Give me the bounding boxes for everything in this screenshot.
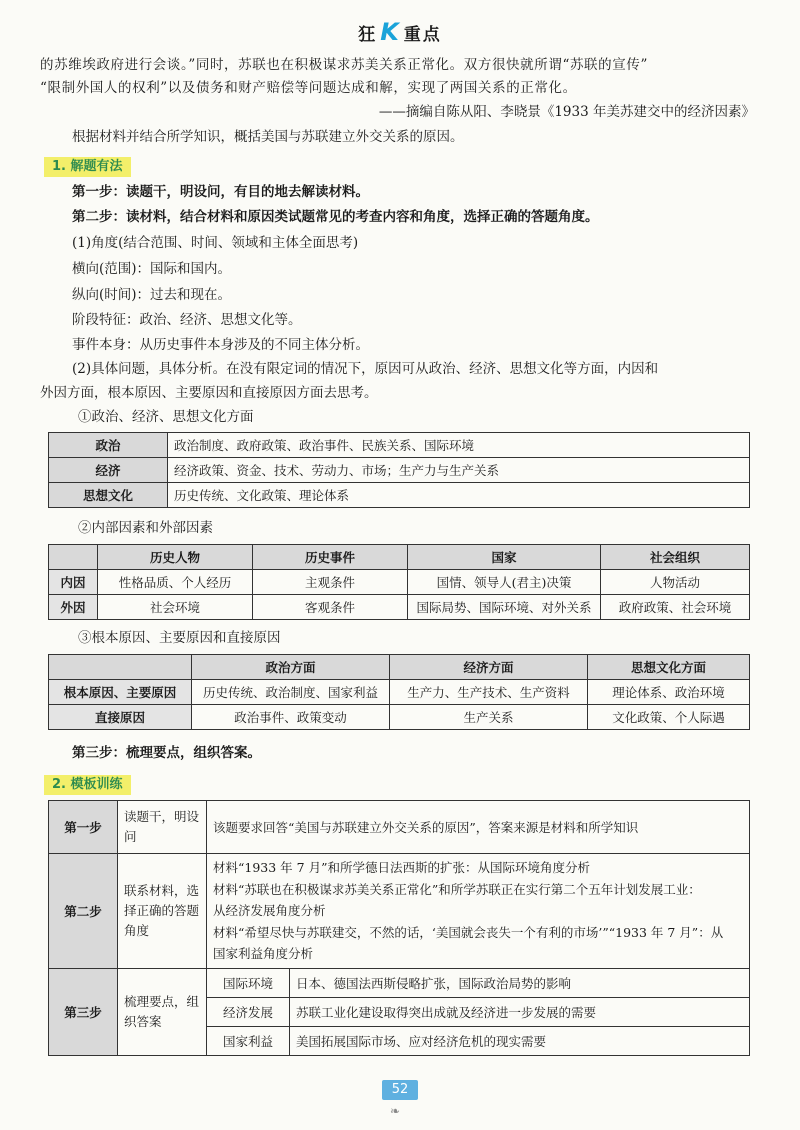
table-cell: 生产关系 [390, 705, 588, 730]
table-header [49, 545, 98, 570]
page-header [0, 18, 800, 46]
table-cell: 理论体系、政治环境 [588, 680, 750, 705]
table-row [49, 854, 750, 969]
table-cell: 该题要求回答“美国与苏联建立外交关系的原因”，答案来源是材料和所学知识 [207, 801, 750, 854]
page-number: 52 [382, 1080, 418, 1100]
table-cell: 政治制度、政府政策、政治事件、民族关系、国际环境 [168, 433, 750, 458]
table-cell: 苏联工业化建设取得突出成就及经济进一步发展的需要 [290, 997, 750, 1026]
intro-line-2: “限制外国人的权利”以及债务和财产赔偿等问题达成和解，实现了两国关系的正常化。 [40, 80, 577, 96]
table-header-row [49, 655, 750, 680]
table-cell [207, 854, 750, 969]
table-cell: 国际环境 [207, 968, 290, 997]
angle-event: 事件本身：从历史事件本身涉及的不同主体分析。 [72, 337, 369, 353]
angle-horizontal: 横向(范围)：国际和国内。 [72, 261, 232, 277]
table-cell: 直接原因 [49, 705, 192, 730]
table-cell: 国情、领导人(君主)决策 [408, 570, 601, 595]
table-header: 社会组织 [601, 545, 750, 570]
k-logo: K [380, 18, 401, 46]
table-row [49, 801, 750, 854]
table-row [49, 705, 750, 730]
section-tag-1: 1. 解题有法 [44, 157, 131, 177]
material-line: 材料“希望尽快与苏联建交，不然的话，‘美国就会丧失一个有利的市场’”“1933 年 7 月”：从 [213, 924, 724, 940]
table-cell: 国家利益 [207, 1026, 290, 1055]
fish-icon: ❧ [390, 1104, 401, 1118]
table-cell: 思想文化 [49, 483, 168, 508]
angle-intro: (1)角度(结合范围、时间、领域和主体全面思考) [72, 235, 359, 251]
header-left: 狂 [358, 25, 378, 45]
table-internal-external [48, 544, 750, 620]
table-header: 历史人物 [98, 545, 253, 570]
table-cell: 外因 [49, 595, 98, 620]
table2-caption: ②内部因素和外部因素 [78, 520, 213, 536]
table-cell: 经济政策、资金、技术、劳动力、市场；生产力与生产关系 [168, 458, 750, 483]
table-pec [48, 432, 750, 508]
table-row [49, 680, 750, 705]
table-row [49, 483, 750, 508]
table-header: 经济方面 [390, 655, 588, 680]
section-tag-2: 2. 模板训练 [44, 775, 131, 795]
table-cell: 梳理要点，组织答案 [118, 968, 207, 1055]
table1-caption: ①政治、经济、思想文化方面 [78, 409, 254, 425]
step-2: 第二步：读材料，结合材料和原因类试题常见的考查内容和角度，选择正确的答题角度。 [72, 209, 599, 225]
header-right: 重点 [403, 25, 442, 45]
table-root-direct [48, 654, 750, 730]
table-cell: 社会环境 [98, 595, 253, 620]
table-cell: 内因 [49, 570, 98, 595]
table-cell: 第一步 [49, 801, 118, 854]
table-cell: 性格品质、个人经历 [98, 570, 253, 595]
table-cell: 历史传统、政治制度、国家利益 [192, 680, 390, 705]
step-1: 第一步：读题干，明设问，有目的地去解读材料。 [72, 184, 369, 200]
table-cell: 生产力、生产技术、生产资料 [390, 680, 588, 705]
table-header: 政治方面 [192, 655, 390, 680]
table-row [49, 595, 750, 620]
specific-line-2: 外因方面，根本原因、主要原因和直接原因方面去思考。 [40, 385, 378, 401]
intro-source: ——摘编自陈从阳、李晓景《1933 年美苏建交中的经济因素》 [378, 104, 755, 120]
table-header: 历史事件 [253, 545, 408, 570]
material-line: 材料“1933 年 7 月”和所学德日法西斯的扩张：从国际环境角度分析 [213, 860, 590, 875]
table-header: 思想文化方面 [588, 655, 750, 680]
table-cell: 联系材料，选择正确的答题角度 [118, 854, 207, 969]
table-cell: 经济 [49, 458, 168, 483]
table-cell: 日本、德国法西斯侵略扩张，国际政治局势的影响 [290, 968, 750, 997]
table-cell: 根本原因、主要原因 [49, 680, 192, 705]
table-cell: 主观条件 [253, 570, 408, 595]
table-cell: 第三步 [49, 968, 118, 1055]
intro-line-1: 的苏维埃政府进行会谈。”同时，苏联也在积极谋求苏美关系正常化。双方很快就所谓“苏联的宣传” [40, 57, 648, 73]
table-cell: 国际局势、国际环境、对外关系 [408, 595, 601, 620]
table3-caption: ③根本原因、主要原因和直接原因 [78, 630, 281, 646]
table-cell: 第二步 [49, 854, 118, 969]
table-row [49, 458, 750, 483]
table-cell: 政府政策、社会环境 [601, 595, 750, 620]
angle-vertical: 纵向(时间)：过去和现在。 [72, 287, 232, 303]
angle-stage: 阶段特征：政治、经济、思想文化等。 [72, 312, 302, 328]
table-cell: 读题干，明设问 [118, 801, 207, 854]
table-cell: 人物活动 [601, 570, 750, 595]
specific-line-1: (2)具体问题，具体分析。在没有限定词的情况下，原因可从政治、经济、思想文化等方面，内因和 [72, 361, 659, 377]
intro-question: 根据材料并结合所学知识，概括美国与苏联建立外交关系的原因。 [72, 129, 464, 145]
table-cell: 政治事件、政策变动 [192, 705, 390, 730]
table-header: 国家 [408, 545, 601, 570]
material-line: 从经济发展角度分析 [213, 903, 326, 918]
table-cell: 历史传统、文化政策、理论体系 [168, 483, 750, 508]
table-template-training [48, 800, 750, 1056]
table-row [49, 968, 750, 997]
table-header-row [49, 545, 750, 570]
table-row [49, 570, 750, 595]
material-line: 国家利益角度分析 [213, 946, 314, 961]
material-line: 材料“苏联也在积极谋求苏美关系正常化”和所学苏联正在实行第二个五年计划发展工业： [213, 881, 701, 897]
table-cell: 经济发展 [207, 997, 290, 1026]
table-row [49, 433, 750, 458]
table-header [49, 655, 192, 680]
table-cell: 政治 [49, 433, 168, 458]
table-cell: 文化政策、个人际遇 [588, 705, 750, 730]
table-cell: 客观条件 [253, 595, 408, 620]
table-cell: 美国拓展国际市场、应对经济危机的现实需要 [290, 1026, 750, 1055]
step-3: 第三步：梳理要点，组织答案。 [72, 745, 261, 761]
